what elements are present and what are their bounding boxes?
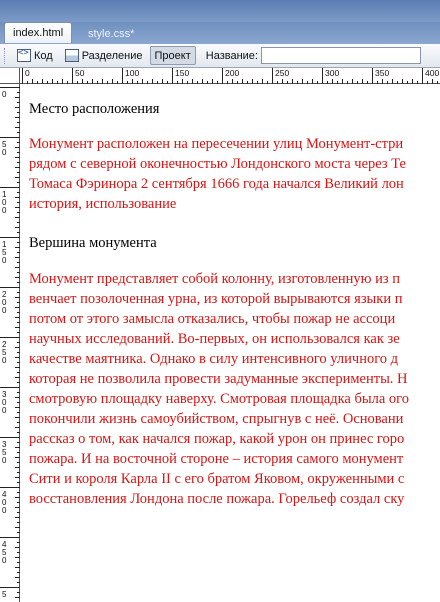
para2-line: научных исследований. Во-первых, он использовался как зе [29,331,400,347]
ruler-label: 2 [2,290,7,299]
ruler-label: 50 [75,68,85,78]
ruler-label: 4 [2,540,7,549]
ruler-label: 300 [325,68,340,78]
design-view-button[interactable] [150,46,196,65]
ruler-label: 0 [2,456,7,465]
tab-index-html[interactable]: index.html [4,22,72,43]
ruler-label: 5 [2,140,7,149]
ruler-label: 5 [2,548,7,557]
document-tab-bar [0,0,440,44]
horizontal-ruler-scale [0,68,440,84]
para1-line: рядом с северной оконечностью Лондонского моста через Те [29,156,406,172]
code-view-label: Код [34,49,53,62]
ruler-label: 0 [2,206,7,215]
code-view-button[interactable] [12,46,58,65]
tab-style-css[interactable]: style.css* [88,28,135,40]
para2-line: восстановления Лондона после пожара. Горельеф создал ску [29,491,405,507]
ruler-label: 150 [175,68,190,78]
ruler-label: 5 [2,248,7,257]
ruler-label: 5 [2,448,7,457]
ruler-label: 3 [2,440,7,449]
para2-line: Монумент представляет собой колонну, изготовленную из п [29,271,400,287]
heading-summit: Вершина монумента [29,235,157,251]
para2-line: Сити и короля Карла II с его братом Яковом, окруженными с [29,471,405,487]
ruler-label: 0 [2,90,7,99]
heading-location: Место расположения [29,101,160,117]
ruler-label: 0 [2,306,7,315]
title-input[interactable] [261,47,421,64]
para2-line: которая не позволила провести задуманные эксперименты. Н [29,371,408,387]
title-label: Название: [205,49,258,62]
tabbar-background [0,0,440,22]
ruler-label: 5 [2,590,7,599]
ruler-label: 1 [2,190,7,199]
ruler-label: 0 [2,148,7,157]
ruler-label: 0 [2,406,7,415]
split-view-label: Разделение [81,49,143,62]
para2-line: пожара. И на восточной стороне – история самого монумент [29,451,404,467]
horizontal-ruler [0,68,440,84]
para1-line: Томаса Фэринора 2 сентября 1666 года начался Великий лон [29,176,404,192]
para1-line: Монумент расположен на пересечении улиц Монумент-стри [29,136,404,152]
vertical-ruler-scale [0,84,20,602]
ruler-label: 1 [2,240,7,249]
ruler-label: 0 [2,198,7,207]
ruler-label: 0 [25,68,30,78]
vertical-ruler [0,84,20,602]
para2-line: покончили жизнь самоубийством, спрыгнув с неё. Основани [29,411,404,427]
para1-line: история, использование [29,196,177,212]
ruler-label: 0 [2,498,7,507]
ruler-label: 250 [275,68,290,78]
ruler-label: 200 [225,68,240,78]
para2-line: потом от этого замысла отказались, чтобы пожар не ассоци [29,311,396,327]
ruler-label: 3 [2,390,7,399]
design-view-label: Проект [154,49,191,62]
ruler-corner [0,68,20,84]
split-view-icon [65,49,79,62]
para2-line: качестве маятника. Однако в силу интенсивного уличного д [29,351,399,367]
ruler-label: 0 [2,398,7,407]
ruler-label: 2 [2,340,7,349]
ruler-label: 0 [2,506,7,515]
ruler-label: 4 [2,490,7,499]
code-view-icon [17,49,31,62]
ruler-label: 100 [125,68,140,78]
ruler-label: 400 [425,68,440,78]
ruler-label: 350 [375,68,390,78]
ruler-label: 0 [2,298,7,307]
para2-line: венчает позолоченная урна, из которой вырываются языки п [29,291,403,307]
design-view-canvas[interactable] [21,85,440,602]
document-toolbar [0,44,440,68]
toolbar-grip[interactable] [4,48,8,64]
ruler-label: 0 [2,356,7,365]
ruler-label: 0 [2,556,7,565]
para2-line: рассказ о том, как начался пожар, какой урон он принес горо [29,431,405,447]
para2-line: смотровую площадку наверху. Смотровая площадка была ого [29,391,409,407]
split-view-button[interactable] [60,46,148,65]
ruler-label: 0 [2,256,7,265]
ruler-label: 5 [2,348,7,357]
